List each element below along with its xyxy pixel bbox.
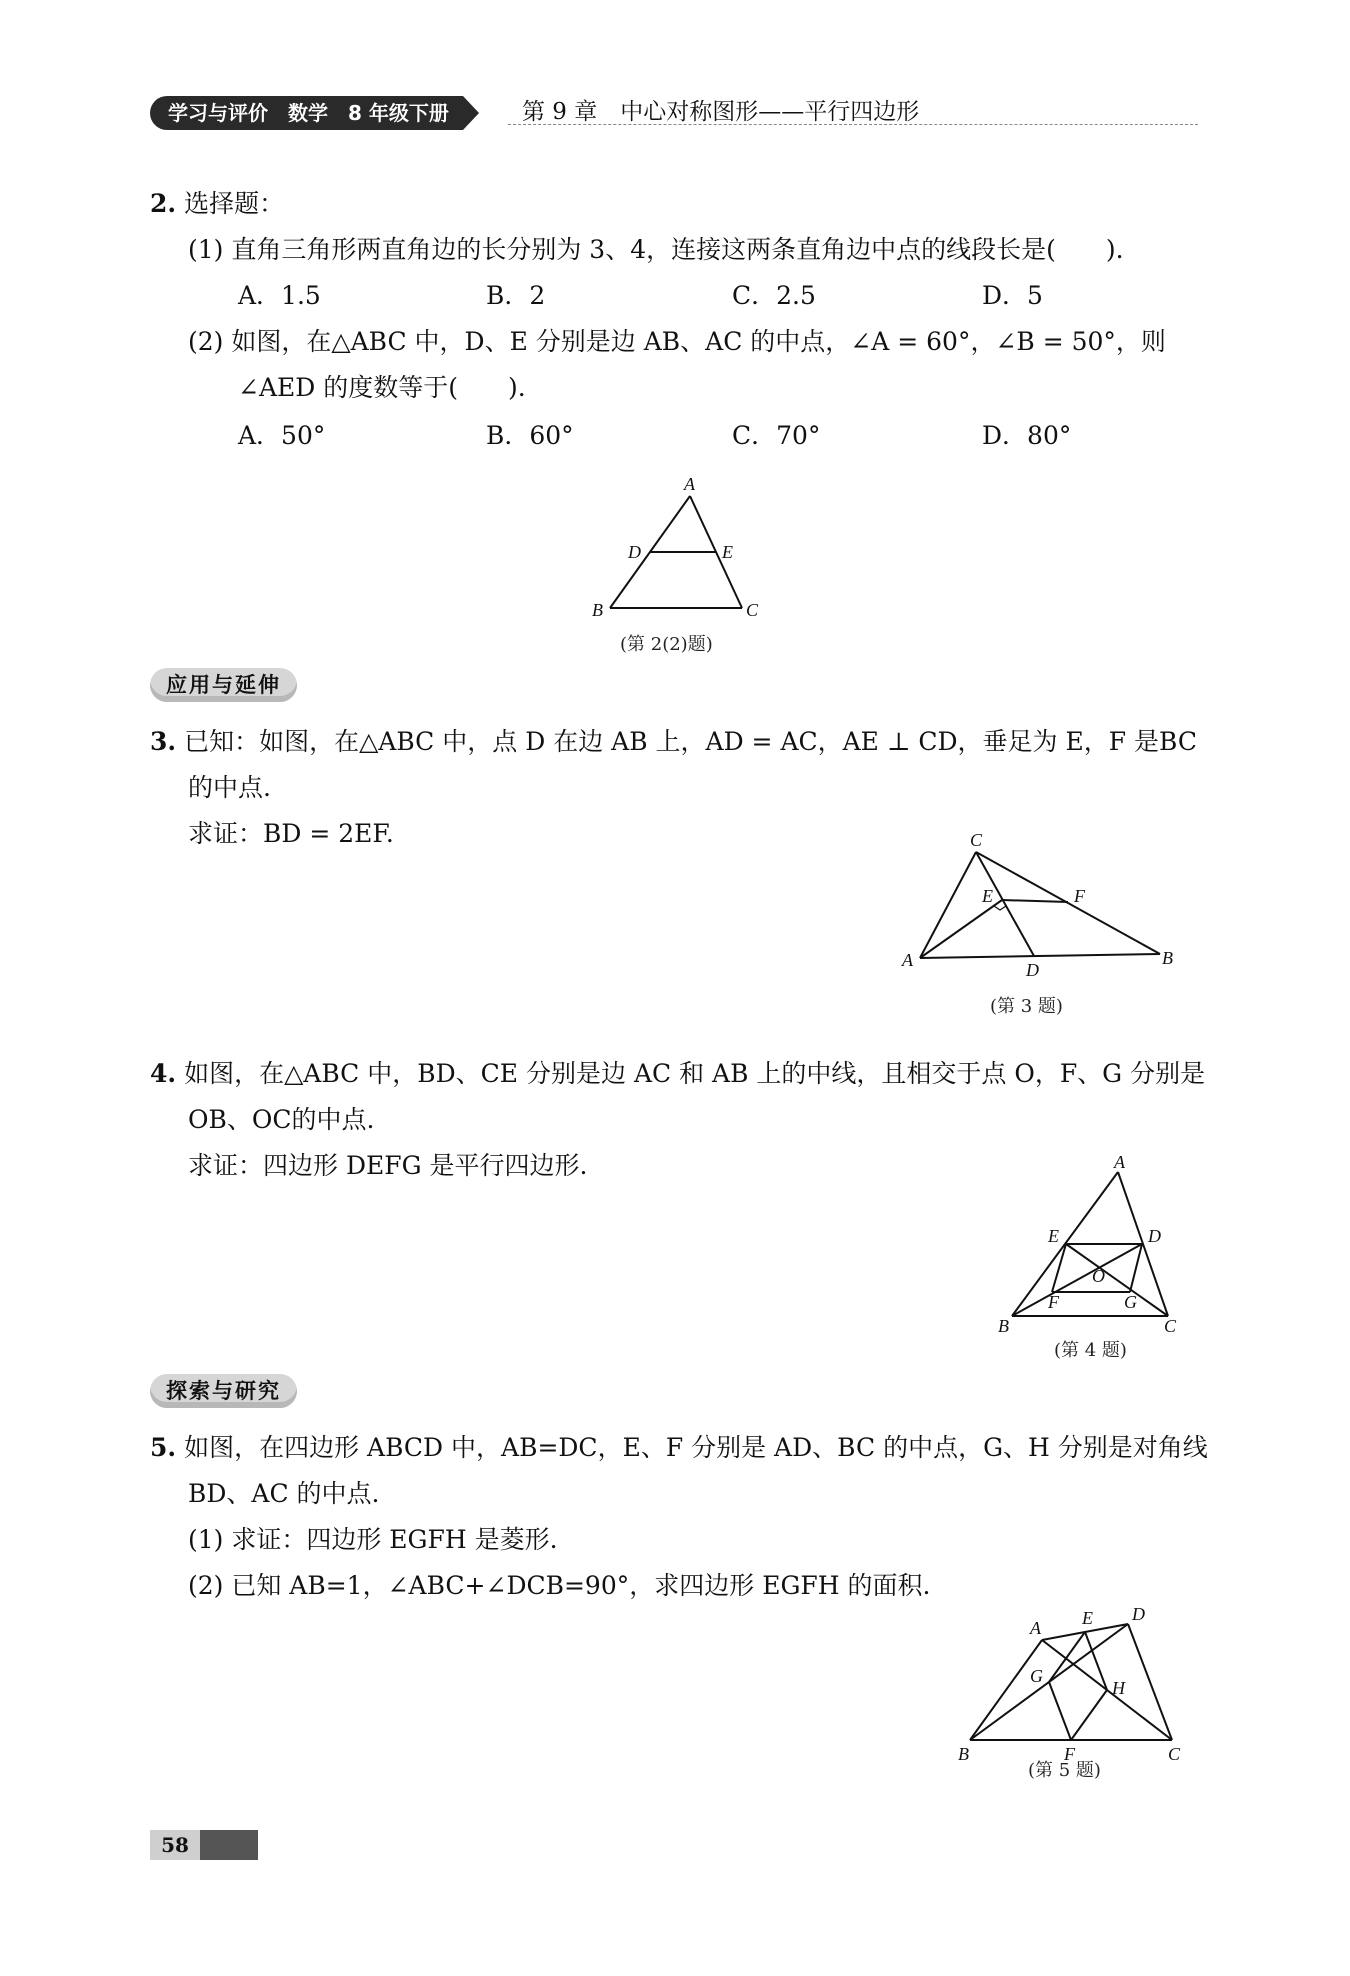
- page-number: 58: [150, 1830, 200, 1860]
- question-4-number: 4.: [150, 1059, 177, 1088]
- label-e: E: [982, 886, 993, 906]
- question-3-line2: 的中点.: [188, 773, 271, 802]
- label-g: G: [1124, 1292, 1137, 1312]
- figure-q5-caption: (第 5 题): [1028, 1760, 1101, 1781]
- question-5-number: 5.: [150, 1433, 177, 1462]
- segment-eg: [1049, 1632, 1085, 1682]
- label-a: A: [902, 950, 913, 970]
- figure-q2-triangle: [580, 470, 780, 630]
- question-4-proof: 求证：四边形 DEFG 是平行四边形.: [188, 1151, 588, 1180]
- segment-bd: [1012, 1244, 1142, 1316]
- segment-dg: [1130, 1244, 1142, 1292]
- segment-ac: [920, 852, 976, 958]
- label-e: E: [722, 542, 733, 562]
- question-2-1-stem: (1) 直角三角形两直角边的长分别为 3、4，连接这两条直角边中点的线段长是( ).: [188, 235, 1124, 264]
- question-5-line2: BD、AC 的中点.: [188, 1479, 380, 1508]
- question-5-part1: (1) 求证：四边形 EGFH 是菱形.: [188, 1525, 558, 1554]
- question-4-line1: [150, 1056, 1205, 1092]
- page-number-bar: [150, 1830, 258, 1860]
- label-c: C: [746, 600, 759, 620]
- question-5-text1: 如图，在四边形 ABCD 中，AB=DC，E、F 分别是 AD、BC 的中点，G、H 分别是对角线: [184, 1433, 1208, 1462]
- label-b: B: [998, 1316, 1009, 1336]
- segment-fh: [1071, 1690, 1107, 1740]
- label-c: C: [970, 830, 983, 850]
- label-d: D: [1148, 1226, 1161, 1246]
- figure-q2-caption: (第 2(2)题): [620, 634, 713, 655]
- section-exploration: 探索与研究: [150, 1374, 297, 1408]
- figure-q3-caption: (第 3 题): [990, 996, 1063, 1017]
- label-c: C: [1164, 1316, 1177, 1336]
- question-2-2-stem-line2: ∠AED 的度数等于( ).: [238, 373, 526, 402]
- segment-fg: [1049, 1682, 1071, 1740]
- q2-1-option-c: C．2.5: [732, 281, 816, 310]
- label-g: G: [1030, 1666, 1043, 1686]
- header-chapter-title: 第 9 章 中心对称图形——平行四边形: [522, 99, 920, 125]
- q2-2-option-c: C．70°: [732, 421, 821, 450]
- label-c: C: [1168, 1744, 1181, 1764]
- label-h: H: [1112, 1678, 1125, 1698]
- q2-2-option-a: A．50°: [238, 421, 326, 450]
- label-d: D: [628, 542, 641, 562]
- figure-q5-quadrilateral: [950, 1600, 1190, 1770]
- question-5-part2: (2) 已知 AB=1，∠ABC+∠DCB=90°，求四边形 EGFH 的面积.: [188, 1571, 931, 1600]
- label-f: F: [1048, 1292, 1059, 1312]
- q2-2-option-b: B．60°: [486, 421, 574, 450]
- segment-ef: [1002, 900, 1068, 902]
- label-a: A: [684, 474, 695, 494]
- figure-q4-triangle: [990, 1150, 1190, 1340]
- question-3-line1: [150, 724, 1197, 760]
- section-application: 应用与延伸: [150, 668, 297, 702]
- label-f: F: [1074, 886, 1085, 906]
- right-angle-mark: [994, 906, 1006, 910]
- label-a: A: [1030, 1618, 1041, 1638]
- label-d: D: [1132, 1604, 1145, 1624]
- question-4-text1: 如图，在△ABC 中，BD、CE 分别是边 AC 和 AB 上的中线，且相交于点 O，F、G 分别是: [184, 1059, 1206, 1088]
- label-e: E: [1082, 1608, 1093, 1628]
- label-o: O: [1092, 1266, 1105, 1286]
- q2-1-option-a: A．1.5: [238, 281, 321, 310]
- question-3-text1: 已知：如图，在△ABC 中，点 D 在边 AB 上，AD = AC，AE ⊥ CD，垂足为 E，F 是BC: [184, 727, 1197, 756]
- segment-ab: [920, 954, 1160, 958]
- label-e: E: [1048, 1226, 1059, 1246]
- label-b: B: [958, 1744, 969, 1764]
- segment-ab: [970, 1640, 1042, 1740]
- q2-1-option-d: D．5: [982, 281, 1043, 310]
- header-book-title: 学习与评价 数学 8 年级下册: [150, 96, 463, 130]
- label-d: D: [1026, 960, 1039, 980]
- question-2-heading: [150, 186, 284, 222]
- question-2-2-stem-line1: (2) 如图，在△ABC 中，D、E 分别是边 AB、AC 的中点，∠A = 60°，∠B = 50°，则: [188, 327, 1166, 356]
- label-a: A: [1114, 1152, 1125, 1172]
- question-2-title: 选择题：: [184, 189, 285, 218]
- segment-ae: [920, 900, 1002, 958]
- figure-q3-triangle: [890, 830, 1190, 980]
- question-3-proof: 求证：BD = 2EF.: [188, 819, 394, 848]
- q2-1-option-b: B．2: [486, 281, 546, 310]
- question-5-line1: [150, 1430, 1208, 1466]
- question-2-number: 2.: [150, 189, 177, 218]
- question-4-line2: OB、OC的中点.: [188, 1105, 375, 1134]
- label-b: B: [1162, 948, 1173, 968]
- question-3-number: 3.: [150, 727, 177, 756]
- label-f: F: [1064, 1744, 1075, 1764]
- label-b: B: [592, 600, 603, 620]
- q2-2-option-d: D．80°: [982, 421, 1072, 450]
- figure-q4-caption: (第 4 题): [1054, 1340, 1127, 1361]
- segment-ce: [1066, 1244, 1168, 1316]
- header-divider: [508, 124, 1198, 125]
